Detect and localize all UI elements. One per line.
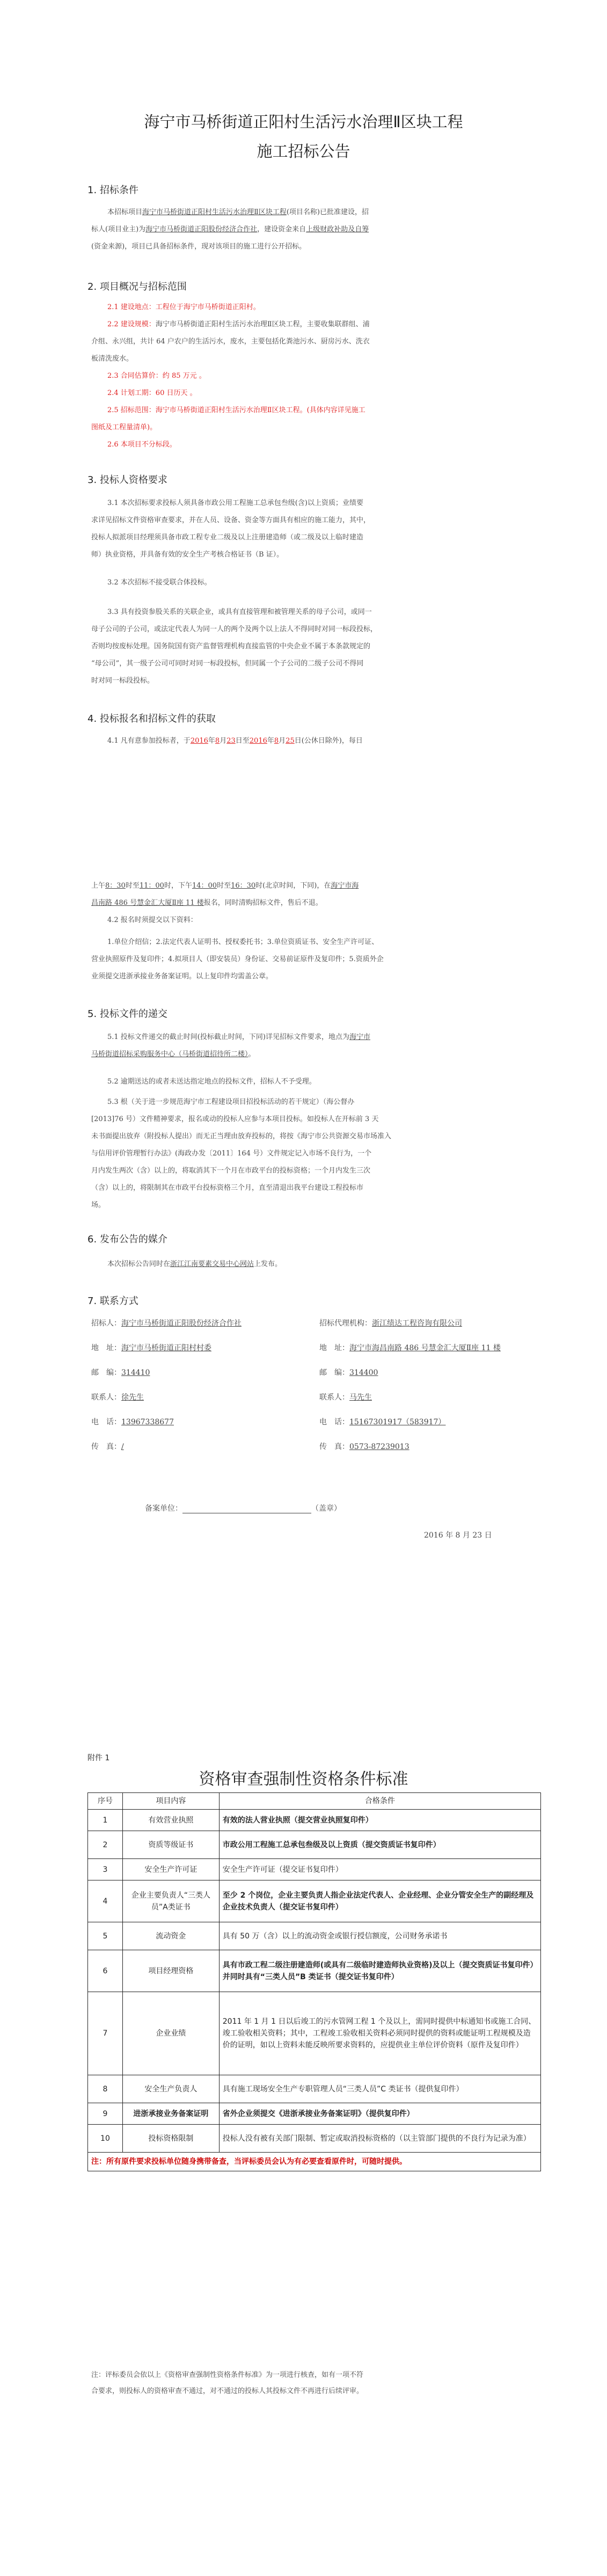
section-5-para-3g: 场。: [91, 1201, 106, 1209]
contact-right-label: 联系人：: [319, 1393, 349, 1402]
section-2-scope-2: 图纸及工程量清单)。: [91, 423, 157, 431]
contact-left-label: 电 话：: [91, 1418, 121, 1426]
cell-condition: 安全生产许可证（提交证书复印件）: [219, 1859, 540, 1880]
cell-condition: 具有 50 万（含）以上的流动资金或银行授信额度，公司财务承诺书: [219, 1922, 540, 1950]
cell-item: 企业主要负责人“三类人员”A类证书: [122, 1880, 219, 1922]
section-5-para-2: 5.2 逾期送达的或者未送达指定地点的投标文件，招标人不予受理。: [107, 1078, 316, 1086]
contact-left-value: 314410: [121, 1368, 150, 1377]
table-row: [88, 2103, 541, 2125]
cell-no: 2: [88, 1831, 123, 1859]
contact-left-column: [91, 1318, 317, 1466]
contact-left-value: 徐先生: [121, 1393, 144, 1402]
contact-left-row: [91, 1392, 317, 1416]
cell-item: 进浙承接业务备案证明: [122, 2103, 219, 2125]
table-row: [88, 1880, 541, 1922]
table-row: [88, 1950, 541, 1992]
cell-condition: 省外企业须提交《进浙承接业务备案证明》（提供复印件）: [219, 2103, 540, 2125]
section-2-lots: 2.6 本项目不分标段。: [107, 441, 177, 449]
contact-right-label: 地 址：: [319, 1344, 349, 1352]
cell-item: 有效营业执照: [122, 1810, 219, 1831]
section-2-price: 2.3 合同估算价：约 85 万元 。: [107, 372, 206, 380]
table-row: [88, 1922, 541, 1950]
section-7-heading: 7. 联系方式: [87, 1296, 138, 1307]
section-3-para-3b: 母子公司的子公司，或法定代表人为同一人的两个及两个以上法人不得同时对同一标段投标，: [91, 625, 378, 633]
table-row: [88, 1810, 541, 1831]
section-4-para-2b: 昌南路 486 号慧金汇大厦Ⅱ座 11 楼报名，同时清购招标文件，售后不退。: [91, 899, 323, 907]
section-2-location: 2.1 建设地点：工程位于海宁市马桥街道正阳村。: [107, 303, 260, 311]
cell-item: 企业业绩: [122, 1992, 219, 2075]
section-3-para-1b: 求详见招标文件资格审查要求，并在人员、设备、资金等方面具有相应的施工能力，其中，: [91, 516, 371, 524]
cell-no: 9: [88, 2103, 123, 2125]
cell-no: 1: [88, 1810, 123, 1831]
cell-condition: 具有施工现场安全生产专职管理人员“三类人员”C 类证书（提供复印件）: [219, 2075, 540, 2103]
contact-right-row: [319, 1342, 550, 1367]
table-row: [88, 2075, 541, 2103]
section-3-para-2: 3.2 本次招标不接受联合体投标。: [107, 579, 211, 587]
section-4-heading: 4. 投标报名和招标文件的获取: [87, 713, 216, 724]
contact-right-label: 邮 编：: [319, 1368, 349, 1377]
cell-item: 安全生产负责人: [122, 2075, 219, 2103]
annex-note-2: 合要求，则投标人的资格审查不通过，对不通过的投标人其投标文件不再进行后续评审。: [91, 2387, 364, 2395]
cell-no: 4: [88, 1880, 123, 1922]
contact-right-row: [319, 1318, 550, 1342]
section-3-para-3a: 3.3 具有投资参股关系的关联企业，或具有直接管理和被管理关系的母子公司，或同一: [107, 608, 372, 616]
section-5-para-1: 5.1 投标文件递交的截止时间(投标截止时间，下同)详见招标文件要求，地点为海宁市: [107, 1033, 370, 1041]
section-2-scale-3: 板清洗废水。: [91, 355, 134, 363]
contact-left-label: 联系人：: [91, 1393, 121, 1402]
section-3-heading: 3. 投标人资格要求: [87, 474, 167, 486]
section-1-para-2: 标人(项目业主)为海宁市马桥街道正阳股份经济合作社，建设资金来自上级财政补助及自筹: [91, 225, 369, 233]
cell-no: 7: [88, 1992, 123, 2075]
cell-condition: 2011 年 1 月 1 日以后竣工的污水管网工程 1 个及以上，需同时提供中标通知书或施工合同、竣工验收相关资料；其中，工程竣工验收相关资料必须同时提供的资料或能证明工程规模及造价的证明，如以上资料未能反映所要求资料的，应提供业主单位评价资料（原件及复印件）: [219, 1992, 540, 2075]
contact-right-row: [319, 1392, 550, 1416]
annex-note-1: 注：评标委员会依以上《资格审查强制性资格条件标准》为一项进行核查，如有一项不符: [91, 2371, 364, 2379]
section-3-para-1c: 投标人拟派项目经理须具备市政工程专业二级及以上注册建造师（或二级及以上临时建造: [91, 533, 364, 541]
annex-title: 资格审查强制性资格条件标准: [199, 1770, 408, 1789]
section-5-para-3f: （含）以上的，将限制其在市政平台投标资格三个月，直至清退出我平台建设工程投标市: [91, 1184, 364, 1192]
document-title-line1: 海宁市马桥街道正阳村生活污水治理Ⅱ区块工程: [144, 113, 463, 131]
section-4-para-4b: 营业执照原件及复印件；4.拟项目人（即安装员）身份证、交易前证原件及复印件；5.资质外企: [91, 955, 384, 963]
annex-label: 附件 1: [87, 1754, 110, 1762]
cell-no: 3: [88, 1859, 123, 1880]
criteria-table-wrap: [87, 1792, 541, 2171]
criteria-table: [87, 1792, 541, 2171]
section-5-para-3d: 与信用评价管理暂行办法》(海政办发〔2011〕164 号）文件规定记入市场不良行为，一个: [91, 1150, 372, 1158]
header-no: 序号: [88, 1793, 123, 1810]
section-1-heading: 1. 招标条件: [87, 185, 138, 196]
cell-item: 资质等级证书: [122, 1831, 219, 1859]
section-6-heading: 6. 发布公告的媒介: [87, 1234, 167, 1245]
section-2-duration: 2.4 计划工期：60 日历天 。: [107, 389, 197, 397]
section-4-para-4c: 业须提交进浙承接业务备案证明。以上复印件均需盖公章。: [91, 972, 273, 980]
section-2-heading: 2. 项目概况与招标范围: [87, 281, 187, 292]
section-4-para-2: 上午8：30时至11：00时，下午14：00时至16：30时(北京时间，下同)，在海宁市海: [91, 882, 359, 890]
cell-condition: 至少 2 个岗位，企业主要负责人指企业法定代表人、企业经理、企业分管安全生产的副经理及企业技术负责人（提交证书复印件）: [219, 1880, 540, 1922]
table-row: [88, 1831, 541, 1859]
cell-condition: 市政公用工程施工总承包叁级及以上资质（提交资质证书复印件）: [219, 1831, 540, 1859]
section-3-para-3e: 时对同一标段投标。: [91, 677, 155, 685]
section-6-para: 本次招标公告同时在浙江江南要素交易中心网站上发布。: [107, 1260, 282, 1268]
contact-right-row: [319, 1367, 550, 1392]
header-item: 项目内容: [122, 1793, 219, 1810]
contact-left-row: [91, 1367, 317, 1392]
contact-left-label: 地 址：: [91, 1344, 121, 1352]
table-row: [88, 1859, 541, 1880]
contact-left-value: /: [121, 1443, 124, 1451]
table-row: [88, 1992, 541, 2075]
table-row: [88, 2125, 541, 2153]
section-3-para-1a: 3.1 本次招标要求投标人须具备市政公用工程施工总承包叁级(含)以上资质；业绩要: [107, 499, 363, 507]
section-5-para-3b: [2013]76 号）文件精神要求，报名或动的投标人应参与本项目投标。如投标人在开标前 3 天: [91, 1115, 379, 1123]
contact-right-label: 招标代理机构：: [319, 1319, 372, 1328]
section-1-para-3: (资金来源)，项目已具备招标条件，现对该项目的施工进行公开招标。: [91, 243, 306, 251]
contact-right-value: 314400: [349, 1368, 378, 1377]
section-3-para-1d: 师）执业资格，并具备有效的安全生产考核合格证书（B 证）。: [91, 551, 284, 559]
contact-left-row: [91, 1416, 317, 1441]
section-5-para-3c: 未书面提出放弃（附投标人提出）而无正当理由放弃投标的，将按《海宁市公共资源交易市场准入: [91, 1132, 392, 1140]
section-5-heading: 5. 投标文件的递交: [87, 1008, 167, 1020]
section-5-para-3e: 月内发生两次（含）以上的，将取消其下一个月在市政平台的投标资格；一个月内发生三次: [91, 1167, 371, 1175]
table-header-row: [88, 1793, 541, 1810]
contact-right-value: 海宁市海昌南路 486 号慧金汇大厦Ⅱ座 11 楼: [349, 1344, 501, 1352]
contact-right-row: [319, 1416, 550, 1441]
contact-right-value: 马先生: [349, 1393, 372, 1402]
section-5-para-3a: 5.3 根（关于进一步规范海宁市工程建设项目招投标活动的若干规定）（海公督办: [107, 1098, 355, 1106]
contact-right-value: 浙江绩达工程咨询有限公司: [372, 1319, 462, 1328]
section-3-para-3d: “母公司”，其一级子公司可同时对同一标段投标，但同属一个子公司的二级子公司不得同: [91, 660, 364, 668]
cell-no: 8: [88, 2075, 123, 2103]
section-2-scale: 2.2 建设规模：海宁市马桥街道正阳村生活污水治理Ⅱ区块工程，主要收集联群组、浦: [107, 320, 370, 328]
publish-date: 2016 年 8 月 23 日: [424, 1531, 492, 1540]
contact-right-value: 15167301917（583917）: [349, 1418, 446, 1426]
contact-left-value: 13967338677: [121, 1418, 174, 1426]
cell-item: 投标资格限制: [122, 2125, 219, 2153]
header-condition: 合格条件: [219, 1793, 540, 1810]
section-4-para-1: 4.1 凡有意参加投标者，于2016年8月23日至2016年8月25日(公休日除外)，每日: [107, 737, 363, 745]
contact-left-row: [91, 1342, 317, 1367]
section-4-para-3: 4.2 报名时须提交以下资料：: [107, 916, 198, 924]
section-1-para: 本招标项目海宁市马桥街道正阳村生活污水治理Ⅱ区块工程(项目名称)已批准建设，招: [107, 208, 369, 216]
cell-no: 5: [88, 1922, 123, 1950]
contact-left-label: 招标人：: [91, 1319, 121, 1328]
table-footnote: 注：所有原件要求投标单位随身携带备查，当评标委员会认为有必要查看原件时，可随时提供。: [88, 2153, 541, 2171]
contact-left-label: 邮 编：: [91, 1368, 121, 1377]
contact-left-value: 海宁市马桥街道正阳股份经济合作社: [121, 1319, 242, 1328]
cell-no: 10: [88, 2125, 123, 2153]
cell-no: 6: [88, 1950, 123, 1992]
contact-right-value: 0573-87239013: [349, 1443, 409, 1451]
filing-line: 备案单位： （盖章）: [145, 1504, 341, 1513]
section-2-scope: 2.5 招标范围：海宁市马桥街道正阳村生活污水治理Ⅱ区块工程。(具体内容详见施工: [107, 406, 365, 414]
contact-left-label: 传 真：: [91, 1443, 121, 1451]
contact-left-value: 海宁市马桥街道正阳村村委: [121, 1344, 211, 1352]
contact-right-label: 电 话：: [319, 1418, 349, 1426]
cell-item: 安全生产许可证: [122, 1859, 219, 1880]
table-footnote-row: [88, 2153, 541, 2171]
contact-right-label: 传 真：: [319, 1443, 349, 1451]
contact-right-row: [319, 1441, 550, 1466]
section-4-para-4a: 1.单位介绍信；2.法定代表人证明书、授权委托书；3.单位资质证书、安全生产许可证、: [107, 938, 379, 946]
cell-condition: 有效的法人营业执照（提交营业执照复印件）: [219, 1810, 540, 1831]
section-5-para-1b: 马桥街道招标采购服务中心（马桥街道招待所二楼）。: [91, 1050, 255, 1058]
section-2-scale-2: 介组、永兴组，共计 64 户农户的生活污水，废水，主要包括化粪池污水、厨房污水、洗衣: [91, 338, 370, 346]
cell-item: 项目经理资格: [122, 1950, 219, 1992]
document-title-line2: 施工招标公告: [257, 142, 350, 160]
cell-condition: 投标人没有被有关部门限制、暂定或取消投标资格的（以主管部门提供的不良行为记录为准）: [219, 2125, 540, 2153]
cell-condition: 具有市政工程二级注册建造师(或具有二级临时建造师执业资格)及以上（提交资质证书复印件）并同时具有“三类人员”B 类证书（提交证书复印件）: [219, 1950, 540, 1992]
contact-left-row: [91, 1441, 317, 1466]
cell-item: 流动资金: [122, 1922, 219, 1950]
contact-left-row: [91, 1318, 317, 1342]
contact-right-column: [319, 1318, 550, 1466]
section-3-para-3c: 否则均按废标处理。国务院国有资产监督管理机构直接监管的中央企业不属于本条款规定的: [91, 642, 371, 650]
